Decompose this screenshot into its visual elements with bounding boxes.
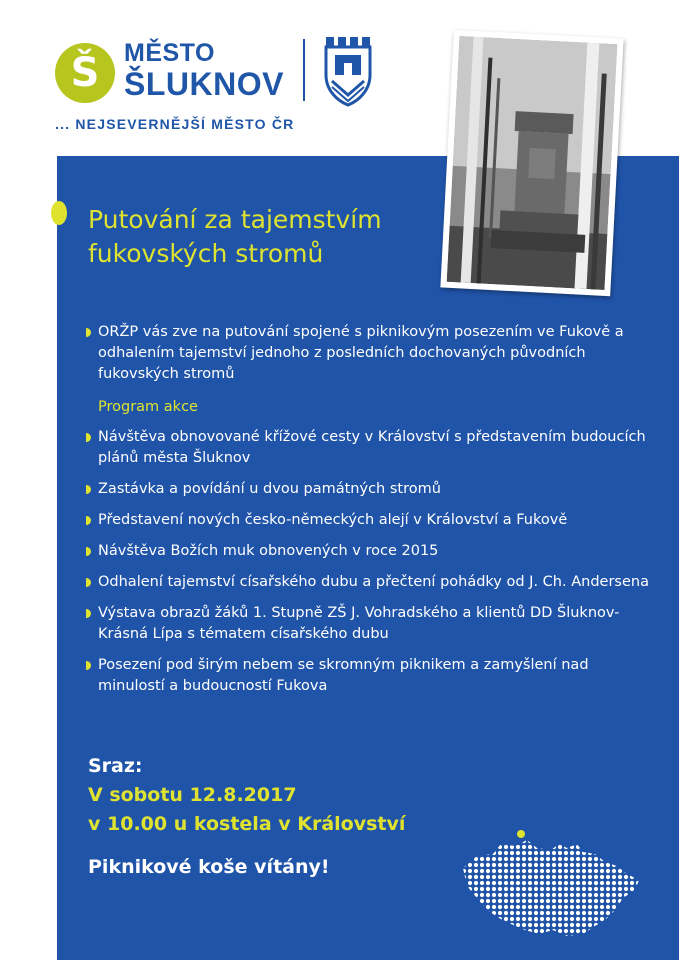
event-description — [86, 322, 651, 697]
program-item: Návštěva Božích muk obnovených v roce 2015 — [86, 541, 651, 562]
czech-map-icon — [455, 826, 645, 946]
program-item: Výstava obrazů žáků 1. Stupně ZŠ J. Vohradského a klientů DD Šluknov-Krásná Lípa s tématem císařského dubu — [86, 603, 651, 645]
program-item: Představení nových česko-německých alejí v Království a Fukově — [86, 510, 651, 531]
program-item: Posezení pod širým nebem se skromným piknikem a zamyšlení nad minulostí a budoucností Fukova — [86, 655, 651, 697]
panel-notch-decoration — [51, 201, 67, 225]
page-title — [88, 203, 428, 271]
meeting-label: Sraz: — [88, 755, 143, 777]
meeting-place: v 10.00 u kostela v Království — [88, 813, 406, 835]
tagline: ... NEJSEVERNĚJŠÍ MĚSTO ČR — [55, 116, 295, 132]
logo-divider — [303, 39, 305, 101]
program-item: Návštěva obnovované křížové cesty v Království s představením budoucích plánů města Šluknov — [86, 427, 651, 469]
title-line2: fukovských stromů — [88, 239, 324, 268]
intro-text: ORŽP vás zve na putování spojené s piknikovým posezením ve Fukově a odhalením tajemství jednoho z posledních dochovaných původních fukovských stromů — [86, 322, 651, 385]
city-logo-icon: Š — [55, 43, 115, 103]
city-name — [124, 39, 284, 101]
program-heading: Program akce — [98, 399, 198, 415]
title-line1: Putování za tajemstvím — [88, 205, 382, 234]
meeting-info — [88, 752, 405, 839]
tree-monument-photo — [440, 30, 623, 297]
picnic-note: Piknikové koše vítány! — [88, 856, 330, 878]
program-item: Odhalení tajemství císařského dubu a přečtení pohádky od J. Ch. Andersena — [86, 572, 651, 593]
city-name-line2: ŠLUKNOV — [124, 66, 284, 102]
coat-of-arms-icon — [318, 35, 378, 107]
city-name-line1: MĚSTO — [124, 39, 215, 67]
meeting-date: V sobotu 12.8.2017 — [88, 784, 297, 806]
program-item: Zastávka a povídání u dvou památných stromů — [86, 479, 651, 500]
